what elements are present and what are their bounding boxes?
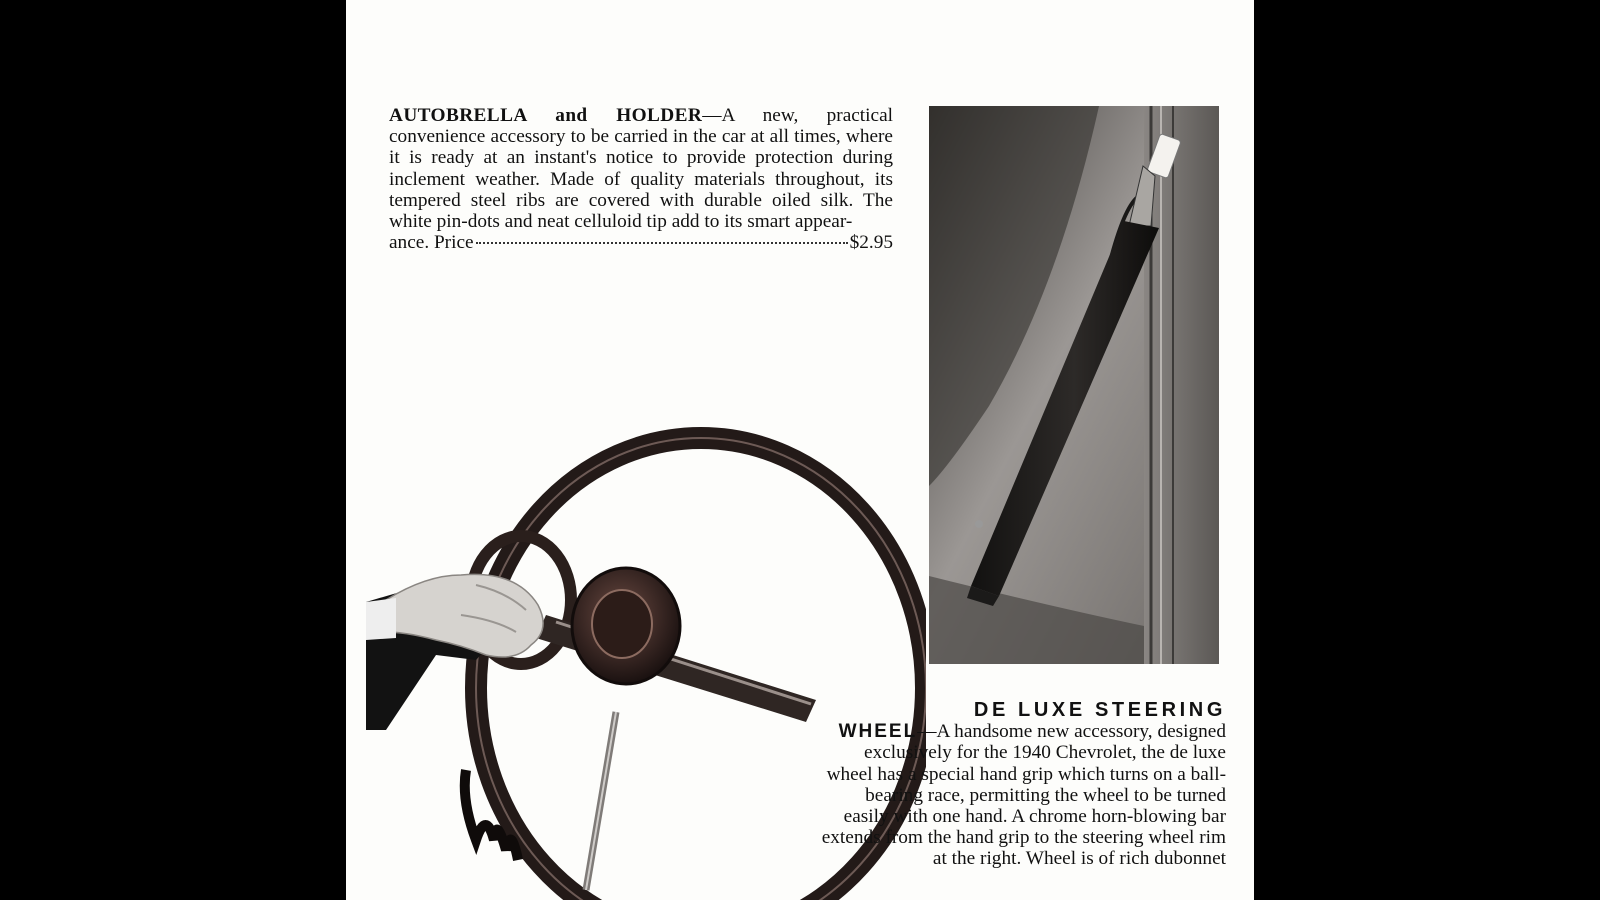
price-value: $2.95 <box>849 232 893 254</box>
autobrella-photo <box>929 106 1219 664</box>
steering-heading-line1: DE LUXE STEERING <box>973 699 1226 721</box>
price-label: ance. Price <box>389 232 474 254</box>
price-leader-dots <box>476 242 848 244</box>
steering-body: —A handsome new accessory, designed exclusively for the 1940 Chevrolet, the de luxe wheel has a special hand grip which turns on a ball-bearing race, permitting the wheel to be turned easily with one hand. A chrome horn-blowing bar extends from the hand grip to the steering wheel rim at the right. Wheel is of rich dubonnet <box>821 721 1226 870</box>
steering-heading-line2: WHEEL <box>838 721 918 743</box>
catalog-page <box>346 0 1254 900</box>
autobrella-price-line <box>389 232 893 253</box>
autobrella-description <box>389 105 893 253</box>
autobrella-body: —A new, practical convenience accessory to be carried in the car at all times, where it is ready at an instant's notice to provide protection during inclement weather. Made of quality materials throughout, its tempered steel ribs are covered with durable oiled silk. The white pin-dots and neat celluloid tip add to its smart appear- <box>389 105 893 233</box>
autobrella-heading: AUTOBRELLA and HOLDER <box>389 105 703 126</box>
steering-wheel-description <box>816 700 1226 870</box>
